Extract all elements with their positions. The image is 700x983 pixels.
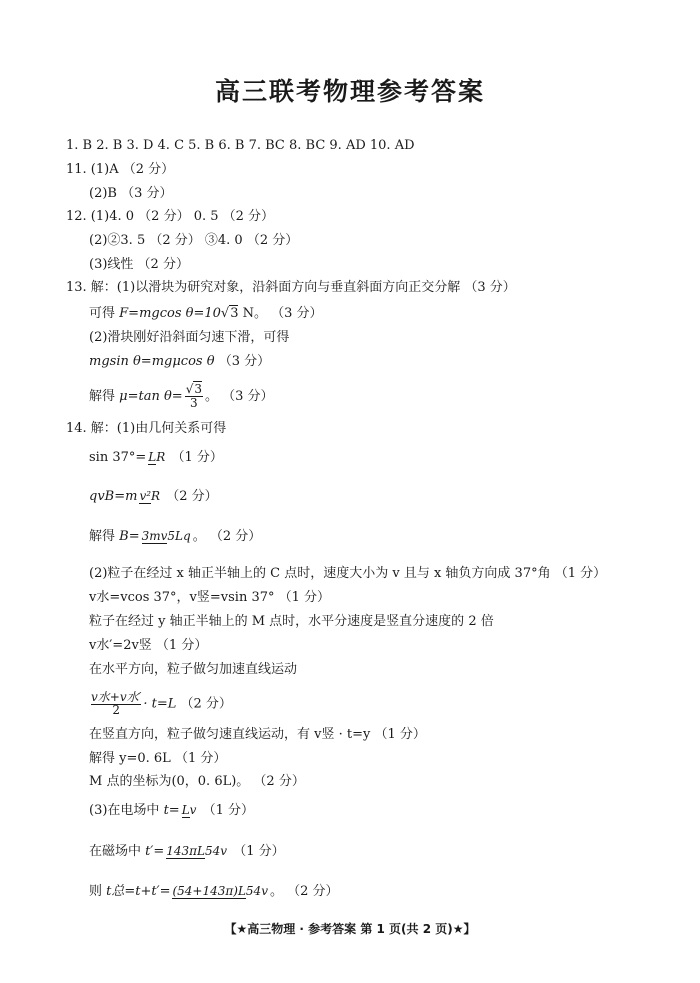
- q14-B-end: 。: [192, 529, 206, 544]
- q13-force-pre: 可得: [89, 306, 116, 321]
- q13-part1: 13. 解：(1)以滑块为研究对象，沿斜面方向与垂直斜面方向正交分解 （3 分）: [66, 280, 516, 295]
- fraction-denominator: 54v: [245, 884, 268, 898]
- q14-total-end: 。: [269, 884, 283, 899]
- q14-part2-intro: (2)粒子在经过 x 轴正半轴上的 C 点时，速度大小为 v 且与 x 轴负方向成 37°角 （1 分）: [89, 566, 607, 581]
- q14-vertical-motion: 在竖直方向，粒子做匀速直线运动，有 v竖 · t=y （1 分）: [89, 727, 426, 742]
- q14-sin-fraction: [148, 451, 165, 464]
- fraction-numerator: v水+v水′: [91, 690, 142, 704]
- q13-force-formula: F=mgcos θ=10: [119, 306, 221, 321]
- q14-sin-score: （1 分）: [171, 450, 223, 465]
- q14-electric-fraction: [182, 804, 197, 817]
- q14-point-M-text: 粒子在经过 y 轴正半轴上的 M 点时，水平分速度是竖直分速度的 2 倍: [89, 614, 494, 629]
- q11-part2: (2)B （3 分）: [89, 186, 173, 201]
- q13-force-score: （3 分）: [271, 306, 323, 321]
- q14-horizontal-score: （2 分）: [180, 696, 232, 712]
- fraction-denominator: 54v: [205, 844, 228, 858]
- q14-magnetic-time: [89, 844, 285, 860]
- q13-balance-score: （3 分）: [218, 354, 271, 369]
- q14-total-pre: 则: [89, 884, 103, 899]
- q13-force-eq: [89, 306, 323, 322]
- fraction-denominator: R: [156, 450, 166, 464]
- q12-part3: (3)线性 （2 分）: [89, 257, 189, 272]
- sqrt-sign: √: [220, 306, 230, 321]
- q14-B-pre: 解得: [89, 529, 116, 544]
- q14-horizontal-fraction: [91, 691, 141, 717]
- q14-B-score: （2 分）: [209, 529, 262, 544]
- q14-B-fraction: [142, 530, 191, 543]
- q13-force-unit: N。: [242, 306, 267, 321]
- q14-electric-pre: (3)在电场中: [89, 803, 160, 818]
- q14-magnetic-fraction: [166, 845, 227, 858]
- q14-electric-time: [89, 803, 254, 819]
- q14-horizontal-motion: 在水平方向，粒子做匀加速直线运动: [89, 662, 298, 677]
- q13-balance-eq: [89, 354, 270, 370]
- q14-electric-formula: t=: [163, 803, 180, 818]
- q14-force-formula: qvB=m: [89, 489, 138, 504]
- q13-mu-end: 。: [205, 389, 219, 404]
- q13-mu-score: （3 分）: [222, 389, 274, 404]
- fraction-denominator: 2: [112, 703, 120, 717]
- fraction-numerator: 3mv: [141, 529, 168, 543]
- fraction-numerator: √3: [185, 382, 202, 396]
- page-footer: 【★高三物理 · 参考答案 第 1 页(共 2 页)★】: [224, 922, 476, 936]
- q14-force-score: （2 分）: [166, 489, 218, 504]
- q14-sin-eq: [89, 450, 223, 466]
- fraction-numerator: v²: [139, 489, 152, 503]
- q14-total-formula: t总=t+t′=: [106, 884, 171, 899]
- q14-M-coordinate: M 点的坐标为(0，0. 6L)。 （2 分）: [89, 774, 305, 789]
- q13-force-root: 3: [230, 306, 239, 321]
- q14-horizontal-formula: · t=L: [143, 696, 177, 712]
- fraction-denominator: R: [151, 489, 161, 503]
- q14-force-eq: [89, 489, 218, 505]
- fraction-denominator: 5Lq: [167, 529, 191, 543]
- q14-horizontal-eq: [89, 691, 232, 717]
- q12-part2: (2)②3. 5 （2 分） ③4. 0 （2 分）: [89, 233, 299, 248]
- fraction-denominator: v: [189, 803, 197, 817]
- q13-balance-formula: mgsin θ=mgμcos θ: [89, 354, 215, 369]
- q14-magnetic-formula: t′=: [145, 844, 165, 859]
- q14-total-score: （2 分）: [287, 884, 339, 899]
- fraction-denominator: 3: [190, 396, 198, 410]
- q13-mu-eq: [89, 383, 274, 410]
- q13-part2: (2)滑块刚好沿斜面匀速下滑，可得: [89, 330, 290, 345]
- q14-B-formula: B=: [119, 529, 140, 544]
- q14-total-time: [89, 884, 339, 900]
- q14-total-fraction: [172, 885, 268, 898]
- q14-magnetic-pre: 在磁场中: [89, 844, 142, 859]
- q14-part1: 14. 解：(1)由几何关系可得: [66, 421, 227, 436]
- q11-part1: 11. (1)A （2 分）: [66, 162, 175, 177]
- q13-mu-root: 3: [194, 382, 202, 396]
- q14-force-fraction: [139, 490, 160, 503]
- q12-part1: 12. (1)4. 0 （2 分） 0. 5 （2 分）: [66, 209, 275, 224]
- fraction-numerator: L: [181, 803, 190, 817]
- q13-mu-formula: μ=tan θ=: [119, 389, 183, 404]
- q14-magnetic-score: （1 分）: [233, 844, 285, 859]
- q14-velocity-components: v水=vcos 37°，v竖=vsin 37° （1 分）: [89, 590, 331, 605]
- page-title: 高三联考物理参考答案: [214, 77, 485, 106]
- q14-electric-score: （1 分）: [202, 803, 254, 818]
- fraction-numerator: L: [148, 450, 157, 464]
- fraction-numerator: 143πL: [166, 844, 205, 858]
- fraction-numerator: (54+143π)L: [172, 884, 246, 898]
- q14-velocity-relation: v水′=2v竖 （1 分）: [89, 638, 208, 653]
- q14-sin-formula: sin 37°=: [89, 450, 147, 465]
- q14-y-result: 解得 y=0. 6L （1 分）: [89, 751, 227, 766]
- q13-mu-pre: 解得: [89, 389, 116, 404]
- choice-answers: 1. B 2. B 3. D 4. C 5. B 6. B 7. BC 8. BC 9. AD 10. AD: [66, 138, 415, 153]
- q13-mu-fraction: [185, 383, 203, 410]
- q14-B-eq: [89, 529, 261, 545]
